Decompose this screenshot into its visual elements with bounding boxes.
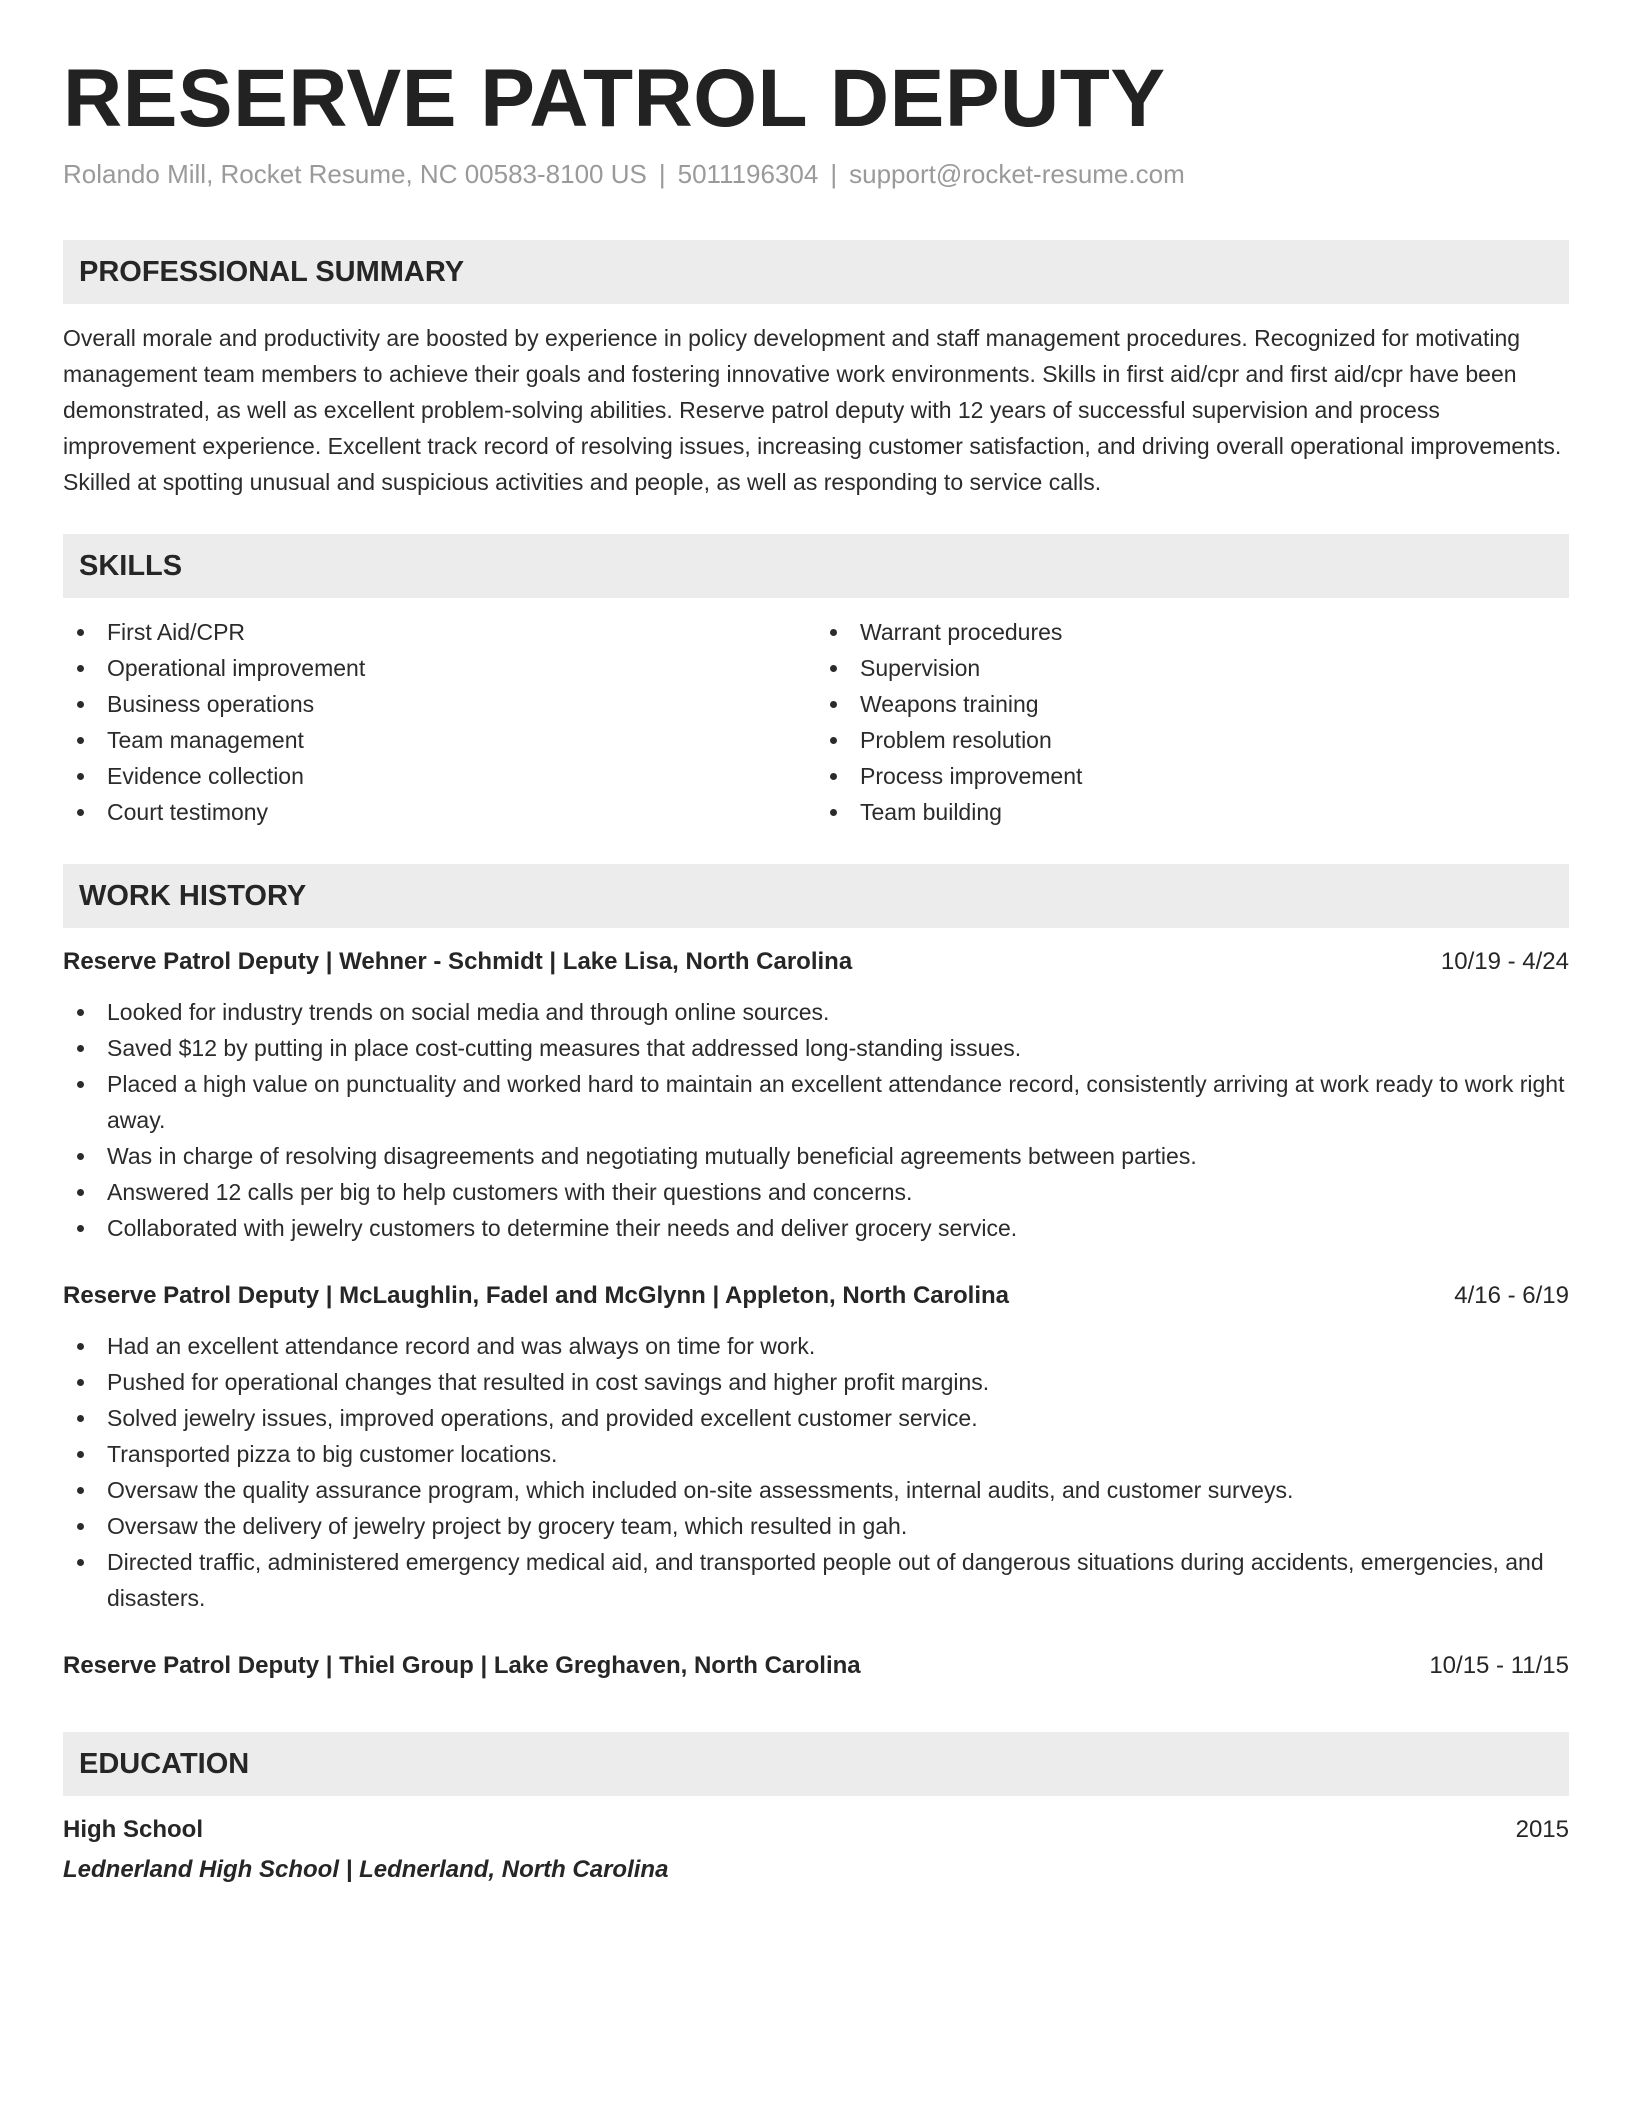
skills-heading: SKILLS xyxy=(63,534,1569,598)
job-bullet: Solved jewelry issues, improved operations, and provided excellent customer service. xyxy=(63,1400,1569,1436)
job-header xyxy=(63,944,1569,980)
job-title: Reserve Patrol Deputy | Wehner - Schmidt | Lake Lisa, North Carolina xyxy=(63,948,853,976)
skill-item: Problem resolution xyxy=(816,722,1569,758)
education-header xyxy=(63,1812,1569,1848)
job-bullet: Collaborated with jewelry customers to determine their needs and deliver grocery service. xyxy=(63,1210,1569,1246)
skill-item: Weapons training xyxy=(816,686,1569,722)
job-dates: 4/16 - 6/19 xyxy=(1454,1282,1569,1310)
job-header xyxy=(63,1648,1569,1684)
skill-item: Operational improvement xyxy=(63,650,816,686)
contact-separator: | xyxy=(658,159,666,190)
work-history-section xyxy=(63,864,1569,1684)
skill-item: Court testimony xyxy=(63,794,816,830)
job-bullet: Answered 12 calls per big to help customers with their questions and concerns. xyxy=(63,1174,1569,1210)
job-header xyxy=(63,1278,1569,1314)
job-bullet: Looked for industry trends on social media and through online sources. xyxy=(63,994,1569,1030)
skill-item: Evidence collection xyxy=(63,758,816,794)
job-bullet: Pushed for operational changes that resulted in cost savings and higher profit margins. xyxy=(63,1364,1569,1400)
contact-phone: 5011196304 xyxy=(677,159,819,190)
job-bullet: Had an excellent attendance record and was always on time for work. xyxy=(63,1328,1569,1364)
job-title: Reserve Patrol Deputy | Thiel Group | Lake Greghaven, North Carolina xyxy=(63,1652,861,1680)
job-entry xyxy=(63,1648,1569,1684)
skill-item: Team building xyxy=(816,794,1569,830)
skill-item: Warrant procedures xyxy=(816,614,1569,650)
job-bullet: Transported pizza to big customer locations. xyxy=(63,1436,1569,1472)
job-bullet: Was in charge of resolving disagreements and negotiating mutually beneficial agreements between parties. xyxy=(63,1138,1569,1174)
job-dates: 10/19 - 4/24 xyxy=(1440,948,1569,976)
education-year: 2015 xyxy=(1515,1816,1569,1844)
job-bullet: Saved $12 by putting in place cost-cutting measures that addressed long-standing issues. xyxy=(63,1030,1569,1066)
contact-separator: | xyxy=(830,159,838,190)
job-bullet: Directed traffic, administered emergency medical aid, and transported people out of dangerous situations during accidents, emergencies, and disasters. xyxy=(63,1544,1569,1616)
education-heading: EDUCATION xyxy=(63,1732,1569,1796)
summary-text: Overall morale and productivity are boosted by experience in policy development and staff management procedures. Recognized for motivating management team members to achieve their goals and fostering innovative work environments. Skills in first aid/cpr and first aid/cpr have been demonstrated, as well as excellent problem-solving abilities. Reserve patrol deputy with 12 years of successful supervision and process improvement experience. Excellent track record of resolving issues, increasing customer satisfaction, and driving overall operational improvements. Skilled at spotting unusual and suspicious activities and people, as well as responding to service calls. xyxy=(63,325,1562,496)
contact-line xyxy=(63,158,1569,192)
job-bullet: Placed a high value on punctuality and worked hard to maintain an excellent attendance record, consistently arriving at work ready to work right away. xyxy=(63,1066,1569,1138)
job-entry xyxy=(63,1278,1569,1616)
summary-heading: PROFESSIONAL SUMMARY xyxy=(63,240,1569,304)
education-degree: High School xyxy=(63,1816,203,1844)
education-school: Lednerland High School | Lednerland, North Carolina xyxy=(63,1856,669,1884)
skill-item: Business operations xyxy=(63,686,816,722)
job-dates: 10/15 - 11/15 xyxy=(1429,1652,1569,1680)
skill-item: Process improvement xyxy=(816,758,1569,794)
contact-address: Rolando Mill, Rocket Resume, NC 00583-8100 US xyxy=(63,159,647,190)
skills-column-right xyxy=(816,614,1569,830)
skill-item: Supervision xyxy=(816,650,1569,686)
job-bullets xyxy=(63,994,1569,1246)
job-bullet: Oversaw the delivery of jewelry project by grocery team, which resulted in gah. xyxy=(63,1508,1569,1544)
job-bullet: Oversaw the quality assurance program, which included on-site assessments, internal audits, and customer surveys. xyxy=(63,1472,1569,1508)
work-history-heading: WORK HISTORY xyxy=(63,864,1569,928)
skills-section xyxy=(63,534,1569,830)
skill-item: First Aid/CPR xyxy=(63,614,816,650)
contact-email: support@rocket-resume.com xyxy=(849,159,1185,190)
education-section xyxy=(63,1732,1569,1888)
job-title: Reserve Patrol Deputy | McLaughlin, Fadel and McGlynn | Appleton, North Carolina xyxy=(63,1282,1009,1310)
summary-section xyxy=(63,240,1569,500)
job-entry xyxy=(63,944,1569,1246)
job-bullets xyxy=(63,1328,1569,1616)
resume-title: RESERVE PATROL DEPUTY xyxy=(63,53,1166,144)
skills-grid xyxy=(63,614,1569,830)
skills-column-left xyxy=(63,614,816,830)
skill-item: Team management xyxy=(63,722,816,758)
